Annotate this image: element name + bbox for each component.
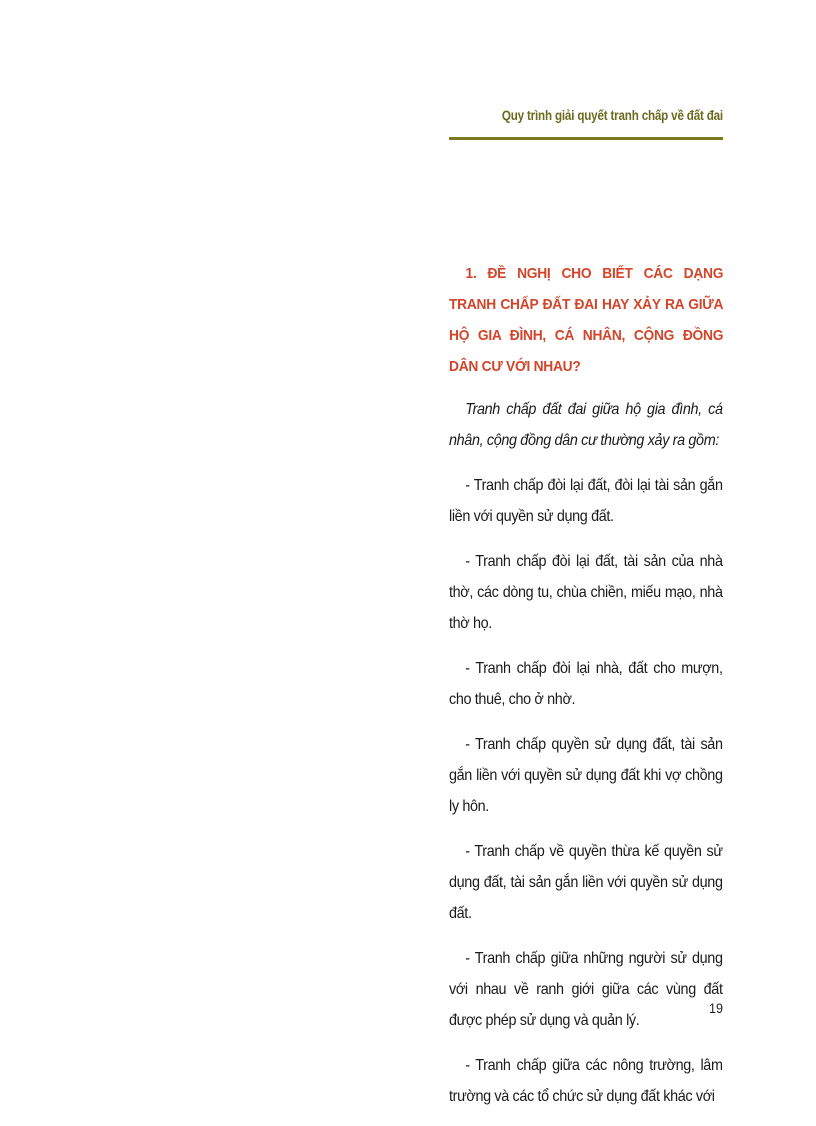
list-item: - Tranh chấp giữa các nông trường, lâm trường và các tổ chức sử dụng đất khác với bbox=[449, 1057, 723, 1105]
running-header: Quy trình giải quyết tranh chấp về đất đai bbox=[501, 108, 723, 123]
intro-paragraph: Tranh chấp đất đai giữa hộ gia đình, cá nhân, cộng đồng dân cư thường xảy ra gồm: bbox=[449, 401, 723, 449]
page-number: 19 bbox=[708, 1000, 723, 1016]
list-item: - Tranh chấp đòi lại nhà, đất cho mượn, cho thuê, cho ở nhờ. bbox=[449, 660, 723, 708]
section-heading: 1. ĐỀ NGHỊ CHO BIẾT CÁC DẠNG TRANH CHẤP ĐẤT ĐAI HAY XẢY RA GIỮA HỘ GIA ĐÌNH, CÁ NHÂN, CỘNG ĐỒNG DÂN CƯ VỚI NHAU? bbox=[449, 265, 724, 375]
list-item: - Tranh chấp quyền sử dụng đất, tài sản gắn liền với quyền sử dụng đất khi vợ chồng ly hôn. bbox=[449, 736, 723, 815]
header-rule bbox=[449, 137, 723, 140]
list-item: - Tranh chấp giữa những người sử dụng với nhau về ranh giới giữa các vùng đất được phép sử dụng và quản lý. bbox=[449, 950, 723, 1029]
list-item: - Tranh chấp đòi lại đất, tài sản của nhà thờ, các dòng tu, chùa chiền, miếu mạo, nhà thờ họ. bbox=[449, 553, 723, 632]
content-column bbox=[449, 258, 723, 1126]
list-item: - Tranh chấp đòi lại đất, đòi lại tài sản gắn liền với quyền sử dụng đất. bbox=[449, 477, 723, 525]
list-item: - Tranh chấp về quyền thừa kế quyền sử dụng đất, tài sản gắn liền với quyền sử dụng đất. bbox=[449, 843, 723, 922]
